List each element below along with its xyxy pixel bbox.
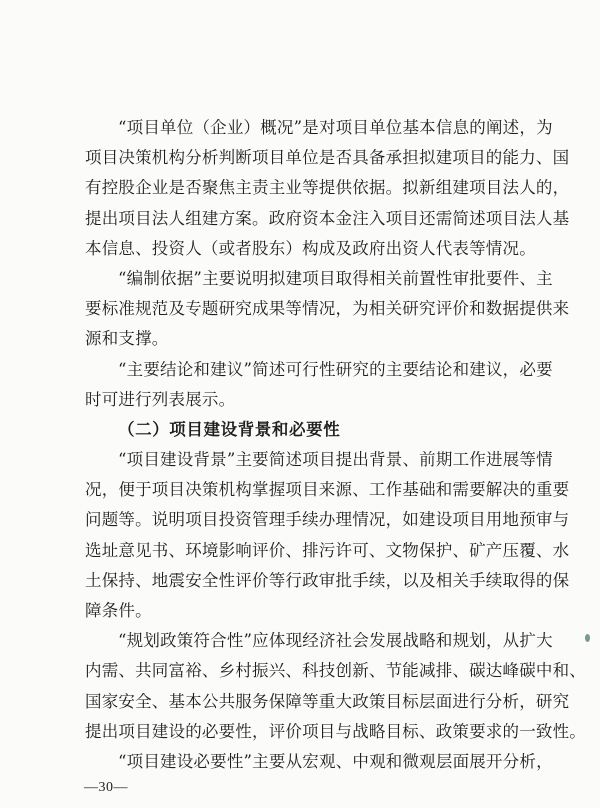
para-conclusion-line-1: “主要结论和建议”简述可行性研究的主要结论和建议，必要 xyxy=(118,360,553,379)
para-project-unit-line-4: 提出项目法人组建方案。政府资本金注入项目还需简述项目法人基 xyxy=(85,209,570,228)
page-number: —30— xyxy=(84,780,128,795)
para-policy-line-1: “规划政策符合性”应体现经济社会发展战略和规划，从扩大 xyxy=(118,631,553,650)
para-background-line-4: 选址意见书、环境影响评价、排污许可、文物保护、矿产压覆、水 xyxy=(85,541,570,560)
para-background-line-1: “项目建设背景”主要简述项目提出背景、前期工作进展等情 xyxy=(118,450,553,469)
para-policy-line-2: 内需、共同富裕、乡村振兴、科技创新、节能减排、碳达峰碳中和、 xyxy=(85,661,586,680)
para-project-unit-line-1: “项目单位（企业）概况”是对项目单位基本信息的阐述，为 xyxy=(118,118,553,137)
para-conclusion-line-2: 时可进行列表展示。 xyxy=(85,390,236,409)
para-basis-line-2: 要标准规范及专题研究成果等情况，为相关研究评价和数据提供来 xyxy=(85,299,570,318)
section-heading: （二）项目建设背景和必要性 xyxy=(118,420,341,439)
para-background-line-2: 况，便于项目决策机构掌握项目来源、工作基础和需要解决的重要 xyxy=(85,480,570,499)
para-background-line-3: 问题等。说明项目投资管理手续办理情况，如建设项目用地预审与 xyxy=(85,510,570,529)
para-project-unit-line-2: 项目决策机构分析判断项目单位是否具备承担拟建项目的能力、国 xyxy=(85,148,570,167)
para-project-unit-line-5: 本信息、投资人（或者股东）构成及政府出资人代表等情况。 xyxy=(85,239,536,258)
para-necessity-line-1: “项目建设必要性”主要从宏观、中观和微观层面展开分析， xyxy=(118,752,553,771)
para-policy-line-4: 提出项目建设的必要性，评价项目与战略目标、政策要求的一致性。 xyxy=(85,722,586,741)
para-background-line-6: 障条件。 xyxy=(85,601,152,620)
para-basis-line-1: “编制依据”主要说明拟建项目取得相关前置性审批要件、主 xyxy=(118,269,553,288)
para-project-unit-line-3: 有控股企业是否聚焦主责主业等提供依据。拟新组建项目法人的， xyxy=(85,178,570,197)
scan-speck xyxy=(585,634,590,642)
para-basis-line-3: 源和支撑。 xyxy=(85,329,169,348)
para-background-line-5: 土保持、地震安全性评价等行政审批手续，以及相关手续取得的保 xyxy=(85,571,570,590)
para-policy-line-3: 国家安全、基本公共服务保障等重大政策目标层面进行分析，研究 xyxy=(85,692,570,711)
